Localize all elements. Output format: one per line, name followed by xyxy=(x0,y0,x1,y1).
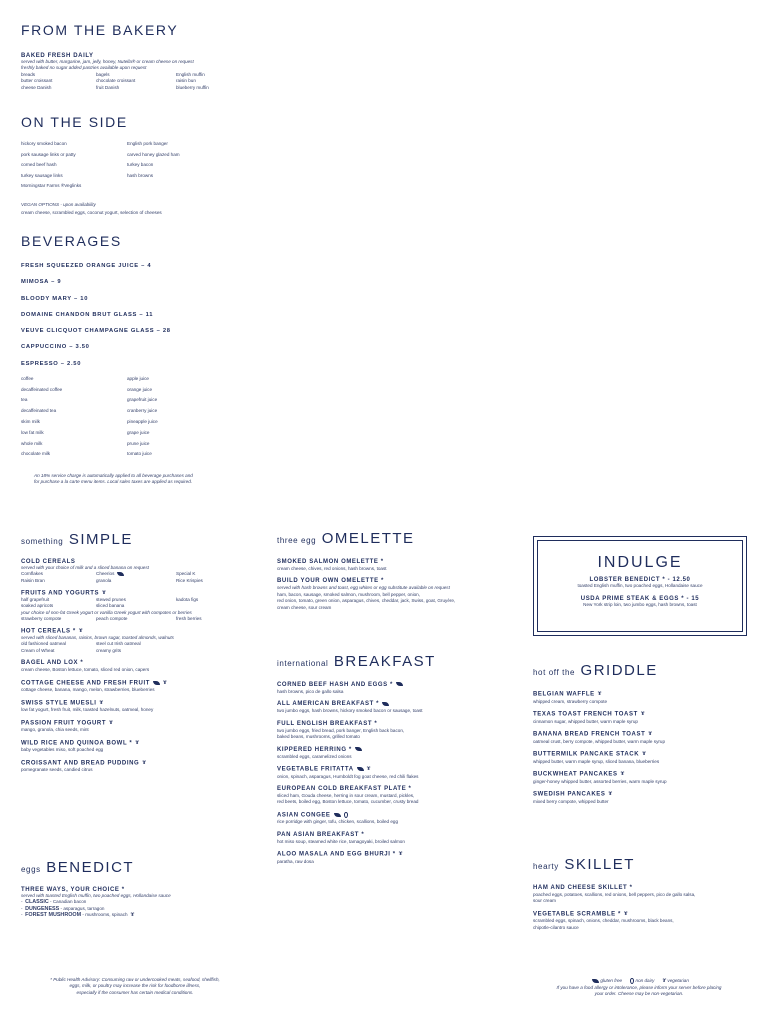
dish-desc: toasted English muffin, two poached eggs, Hollandaise sauce xyxy=(577,583,703,588)
indulge-box-inner xyxy=(537,540,743,632)
skillet-heading xyxy=(533,856,753,873)
dish-desc: New York strip loin, two jumbo eggs, hash browns, toast xyxy=(583,602,697,608)
sprout-icon: ɤ xyxy=(648,730,653,737)
list-item: decaffeinated coffee xyxy=(21,386,63,392)
list-item: Special K xyxy=(176,571,196,577)
dish-name xyxy=(533,911,753,918)
sprout-icon: ɤ xyxy=(130,912,135,919)
option-name: CLASSIC xyxy=(25,899,49,906)
bakery-desc1: served with butter, margarine, jam, jelly, honey, Nutella® or cream cheese on request xyxy=(21,59,194,64)
bakery-category: BAKED FRESH DAILY xyxy=(21,53,94,59)
dish-desc: cream cheese, chives, red onions, hash browns, toast xyxy=(277,566,387,571)
list-item: apple juice xyxy=(127,375,149,381)
menu-item xyxy=(533,711,753,725)
drink-item: DOMAINE CHANDON BRUT GLASS – 11 xyxy=(21,311,154,318)
list-item: creamy grits xyxy=(96,647,122,653)
dish-desc: onion, spinach, asparagus, Humboldt fog goat cheese, red chili flakes xyxy=(277,773,419,779)
omelette-title: OMELETTE xyxy=(321,530,415,547)
list-item: Cornflakes xyxy=(21,571,43,577)
sprout-icon: ɤ xyxy=(135,739,140,746)
list-item: English pork banger xyxy=(127,141,168,146)
drink-item: FRESH SQUEEZED ORANGE JUICE – 4 xyxy=(21,263,152,269)
sprout-icon: ɤ xyxy=(142,759,147,766)
menu-item xyxy=(277,559,517,572)
dish-name xyxy=(21,740,251,747)
griddle-pre: hot off the xyxy=(533,668,576,677)
list-item: sliced banana xyxy=(96,603,125,609)
beverage-note-line1: An 18% service charge is automatically applied to all beverage purchases and xyxy=(34,473,193,478)
dish-name: USDA PRIME STEAK & EGGS * - 15 xyxy=(580,596,700,603)
leaf-icon xyxy=(334,813,341,817)
menu-item xyxy=(277,832,517,845)
icon-legend xyxy=(530,978,748,985)
dish-desc: hash browns, pico de gallo salsa xyxy=(277,689,344,694)
list-item: English muffin xyxy=(176,71,205,77)
simple-heading xyxy=(21,531,251,548)
dish-desc: scrambled eggs, spinach, onions, cheddar, mushrooms, black beans, xyxy=(533,918,674,924)
menu-item xyxy=(277,747,517,760)
dish-desc: red beets, boiled egg, Boston lettuce, tomato, cucumber, crusty bread xyxy=(277,799,419,805)
sprout-icon: ɤ xyxy=(398,851,403,858)
bakery-items xyxy=(21,72,246,91)
griddle-title: GRIDDLE xyxy=(580,662,658,679)
list-item: kadota figs xyxy=(176,596,199,602)
dish-name: EUROPEAN COLD BREAKFAST PLATE * xyxy=(277,786,412,793)
leaf-icon xyxy=(592,979,599,983)
list-item: pork sausage links or patty xyxy=(21,151,76,157)
benedict-desc: served with toasted English muffin, two poached eggs, Hollandaise sauce xyxy=(21,893,171,898)
breakfast-title: BREAKFAST xyxy=(333,653,436,670)
advisory-line: * Public Health Advisory: Consuming raw or undercooked meats, seafood, shellfish, xyxy=(50,977,220,982)
benedict-title: BENEDICT xyxy=(46,859,135,876)
list-item: soaked apricots xyxy=(21,603,54,609)
hot-cereals xyxy=(21,628,251,654)
sprout-icon: ɤ xyxy=(640,710,646,717)
menu-item xyxy=(533,731,753,745)
simple-pre: something xyxy=(21,537,64,546)
sprout-icon: ɤ xyxy=(623,910,629,917)
sprout-icon: ɤ xyxy=(78,628,84,635)
menu-item xyxy=(533,791,753,805)
omelette-pre: three egg xyxy=(277,536,317,545)
list-item: hickory smoked bacon xyxy=(21,141,67,146)
dish-desc: served with hash browns and toast, egg whites or egg substitute available on request xyxy=(277,585,450,591)
sprout-icon: ɤ xyxy=(99,699,104,706)
list-item: skim milk xyxy=(21,418,40,424)
menu-item xyxy=(277,578,517,611)
list-item: granola xyxy=(96,577,112,583)
dish-desc: ham, bacon, sausage, smoked salmon, mushroom, bell pepper, onion, xyxy=(277,591,420,597)
bakery-section xyxy=(21,22,246,91)
dish-name: SMOKED SALMON OMELETTE * xyxy=(277,559,384,565)
griddle-section xyxy=(533,662,753,811)
menu-item xyxy=(533,691,753,705)
option-desc: - Canadian bacon xyxy=(48,899,87,905)
list-item: hash browns xyxy=(127,172,154,178)
list-item: strawberry compote xyxy=(21,616,62,622)
dish-desc: chipotle-cilantro sauce xyxy=(533,924,579,930)
dish-desc: sliced ham, Gouda cheese, herring in sour cream, mustard, pickles, xyxy=(277,793,415,799)
dish-desc: whipped butter, warm maple syrup, sliced banana, blueberries xyxy=(533,758,660,764)
list-item: turkey bacon xyxy=(127,162,154,168)
leaf-icon xyxy=(153,681,160,685)
omelette-section xyxy=(277,530,517,617)
omelette-heading xyxy=(277,530,517,547)
hot-cereals-items xyxy=(21,641,251,654)
drink-item: ESPRESSO – 2.50 xyxy=(21,360,82,367)
benedict-option: - DUNGENESS - asparagus, tarragon xyxy=(21,905,105,912)
sprout-icon: ɤ xyxy=(366,766,371,773)
bakery-desc2: freshly baked no sugar added pastries available upon request xyxy=(21,65,147,71)
list-item: tomato juice xyxy=(127,451,152,457)
dish-name: PAN ASIAN BREAKFAST * xyxy=(277,831,365,838)
sprout-icon: ɤ xyxy=(163,679,168,686)
list-item: prune juice xyxy=(127,440,150,446)
dish-desc: two jumbo eggs, fried bread, pork banger, English back bacon, xyxy=(277,727,405,733)
benedict-name: THREE WAYS, YOUR CHOICE * xyxy=(21,887,125,893)
dish-name-label: ALL AMERICAN BREAKFAST * xyxy=(277,701,380,708)
side-section xyxy=(21,114,227,217)
list-item: low fat milk xyxy=(21,429,44,435)
drink-item: MIMOSA – 9 xyxy=(21,279,62,286)
dish-name-label: SWISS STYLE MUESLI xyxy=(21,700,97,707)
menu-item xyxy=(21,720,251,734)
list-item: Morningstar Farms ®Veglinks xyxy=(21,183,82,189)
menu-item xyxy=(277,851,517,865)
beverage-items xyxy=(21,376,227,458)
menu-item xyxy=(277,721,517,741)
allergy-line: your order. Cheese may be non-vegetarian. xyxy=(594,991,684,997)
hot-cereals-title-label: HOT CEREALS * xyxy=(21,629,76,635)
dish-name xyxy=(533,751,753,758)
hot-cereals-desc: served with sliced bananas, raisins, brown sugar, toasted almonds, walnuts xyxy=(21,635,174,640)
leaf-icon xyxy=(382,702,389,706)
menu-item xyxy=(21,680,251,694)
list-item xyxy=(127,183,227,189)
benedict-option: - CLASSIC - Canadian bacon xyxy=(21,899,87,906)
dish-name xyxy=(533,731,753,738)
legend-gluten-free: gluten free xyxy=(600,978,623,984)
dish-desc: red onion, tomato, green onion, asparagus, chives, cheddar, jack, Swiss, goat, Gruyère, xyxy=(277,598,456,604)
list-item: peach compote xyxy=(96,616,128,622)
list-item: corned beef hash xyxy=(21,162,57,168)
list-item: Cream of Wheat xyxy=(21,647,55,653)
option-desc: - asparagus, tarragon xyxy=(59,905,105,911)
list-item: grape juice xyxy=(127,429,150,435)
option-name: DUNGENESS xyxy=(25,905,60,912)
dish-name: LOBSTER BENEDICT * - 12.50 xyxy=(589,577,691,583)
dish-name-label: WILD RICE AND QUINOA BOWL * xyxy=(21,740,133,747)
sprout-icon: ɤ xyxy=(642,750,647,757)
dish-name-label: SWEDISH PANCAKES xyxy=(533,791,606,798)
menu-item xyxy=(533,751,753,765)
dish-desc: paratha, raw dosa xyxy=(277,858,314,864)
list-item: turkey sausage links xyxy=(21,172,63,178)
list-item: steel cut Irish oatmeal xyxy=(96,641,141,647)
dish-desc: low fat yogurt, fresh fruit, milk, toasted hazelnuts, oatmeal, honey xyxy=(21,707,154,713)
legend-vegetarian: vegetarian xyxy=(667,978,689,984)
indulge-box xyxy=(533,536,747,636)
list-item: bagels xyxy=(96,71,110,77)
list-item: cheese Danish xyxy=(21,84,52,90)
menu-item xyxy=(21,700,251,714)
dish-desc: pomegranate seeds, candied citrus xyxy=(21,767,93,773)
menu-item xyxy=(533,911,753,931)
drink-item: BLOODY MARY – 10 xyxy=(21,295,89,302)
dish-name-label: COTTAGE CHEESE AND FRESH FRUIT xyxy=(21,680,151,687)
leaf-icon xyxy=(117,572,124,576)
fruits-compotes xyxy=(21,616,251,622)
fruits-title-label: FRUITS AND YOGURTS xyxy=(21,590,100,597)
dish-desc: oatmeal crust, berry compote, whipped butter, warm maple syrup xyxy=(533,738,666,744)
drinks-list xyxy=(21,263,227,367)
advisory-line: eggs, milk, or poultry may increase the risk for foodborne illness, xyxy=(69,983,201,989)
dish-name: BUILD YOUR OWN OMELETTE * xyxy=(277,578,384,585)
list-item: raisin bun xyxy=(176,78,196,84)
dish-name-label: CORNED BEEF HASH AND EGGS * xyxy=(277,682,393,688)
indulge-content xyxy=(538,554,742,609)
dish-name xyxy=(533,771,753,778)
benedict-section xyxy=(21,859,251,919)
dish-name xyxy=(533,711,753,718)
list-item: butter croissant xyxy=(21,78,53,84)
skillet-section xyxy=(533,856,753,937)
menu-item xyxy=(21,760,251,774)
dish-name xyxy=(21,680,251,687)
drop-icon xyxy=(630,978,634,984)
option-name: FOREST MUSHROOM xyxy=(25,912,82,919)
list-item: orange juice xyxy=(127,386,153,392)
dish-name-label: BUTTERMILK PANCAKE STACK xyxy=(533,751,640,758)
list-item: whole milk xyxy=(21,440,43,446)
breakfast-pre: international xyxy=(277,659,329,668)
indulge-title: INDULGE xyxy=(597,554,683,571)
fruits-desc: your choice of non-fat Greek yogurt or vanilla Greek yogurt with compotes or berries xyxy=(21,609,192,615)
list-item: Raisin Bran xyxy=(21,577,45,583)
list-item: fruit Danish xyxy=(96,84,120,90)
advisory-line: especially if the consumer has certain medical conditions. xyxy=(76,989,194,995)
beverage-note xyxy=(34,473,193,486)
dish-name xyxy=(277,812,517,819)
dish-name xyxy=(533,791,753,798)
dish-name-label: ALOO MASALA AND EGG BHURJI * xyxy=(277,851,396,858)
dish-desc: poached eggs, potatoes, scallions, red onions, bell peppers, pico de gallo salsa, xyxy=(533,892,696,897)
benedict-option: - FOREST MUSHROOM - mushrooms, spinach ɤ xyxy=(21,912,135,919)
drink-item: CAPPUCCINO – 3.50 xyxy=(21,344,90,351)
dish-name xyxy=(21,760,251,767)
list-item: stewed prunes xyxy=(96,596,126,602)
hot-cereals-title xyxy=(21,628,251,635)
vegan-title: VEGAN OPTIONS xyxy=(21,201,60,207)
dish-desc: mixed berry compote, whipped butter xyxy=(533,798,609,804)
sprout-icon: ɤ xyxy=(597,691,602,697)
list-item: fresh berries xyxy=(176,616,202,622)
list-item: decaffeinated tea xyxy=(21,408,57,414)
option-desc: - mushrooms, spinach xyxy=(81,912,128,918)
list-item: old fashioned oatmeal xyxy=(21,641,66,647)
list-item xyxy=(176,603,246,609)
list-item: pineapple juice xyxy=(127,418,158,424)
dish-desc: baked beans, mushrooms, grilled tomato xyxy=(277,734,360,740)
dish-name xyxy=(277,682,517,688)
simple-title: SIMPLE xyxy=(68,531,133,548)
dish-name-label: VEGETABLE FRITATTA xyxy=(277,766,354,773)
list-item: blueberry muffin xyxy=(176,84,209,90)
menu-item xyxy=(21,660,251,673)
list-item: tea xyxy=(21,397,28,403)
dish-name-label: BANANA BREAD FRENCH TOAST xyxy=(533,731,646,738)
menu-item xyxy=(277,812,517,826)
dish-desc: two jumbo eggs, hash browns, hickory smoked bacon or sausage, toast xyxy=(277,708,423,714)
list-item: carved honey glazed ham xyxy=(127,151,180,157)
list-item: coffee xyxy=(21,375,34,381)
beverage-note-line2: for purchase a la carte menu items. Local sales taxes are applied as required. xyxy=(34,479,193,485)
beverages-section xyxy=(21,233,227,458)
dish-name: BAGEL AND LOX * xyxy=(21,660,84,667)
sprout-icon: ɤ xyxy=(102,590,107,597)
menu-item xyxy=(277,682,517,695)
griddle-heading xyxy=(533,662,753,679)
beverages-title: BEVERAGES xyxy=(21,233,122,249)
drop-icon xyxy=(344,812,348,818)
dish-desc: mango, granola, chia seeds, mint xyxy=(21,727,89,733)
dish-desc: rice porridge with ginger, tofu, chicken, scallions, boiled egg xyxy=(277,819,399,825)
allergy-line: If you have a food allergy or intolerance, please inform your server before placing xyxy=(556,984,722,990)
simple-section xyxy=(21,531,251,780)
legend-non-dairy: non dairy xyxy=(635,978,655,984)
dish-name xyxy=(21,720,251,727)
vegan-note: - upon availability xyxy=(59,201,96,207)
dish-name xyxy=(277,701,517,707)
dish-desc: hot miso soup, steamed white rice, tamagoyaki, broiled salmon xyxy=(277,838,405,844)
dish-name xyxy=(277,851,517,858)
cold-cereals xyxy=(21,559,251,584)
dish-name-label: PASSION FRUIT YOGURT xyxy=(21,720,107,727)
breakfast-section xyxy=(277,653,517,871)
dish-desc: scrambled eggs, caramelized onions xyxy=(277,753,352,759)
list-item: breads xyxy=(21,71,36,77)
list-item: Rice Krispies xyxy=(176,577,203,583)
vegan-desc: cream cheese, scrambled eggs, coconut yogurt, selection of cheeses xyxy=(21,210,162,216)
benedict-heading xyxy=(21,859,251,876)
sprout-icon: ɤ xyxy=(662,978,667,984)
allergy-footer xyxy=(530,978,748,997)
dish-desc: sour cream xyxy=(533,898,556,904)
menu-item xyxy=(533,885,753,905)
list-item: half grapefruit xyxy=(21,596,50,602)
list-item: grapefruit juice xyxy=(127,397,158,403)
dish-name: FULL ENGLISH BREAKFAST * xyxy=(277,720,378,727)
health-advisory xyxy=(20,977,250,996)
fruits-title xyxy=(21,590,251,597)
skillet-title: SKILLET xyxy=(564,856,635,873)
dish-name-label: ASIAN CONGEE xyxy=(277,812,331,819)
dish-desc: cottage cheese, banana, mango, melon, strawberries, blueberries xyxy=(21,687,155,693)
menu-item xyxy=(533,771,753,785)
bakery-title: FROM THE BAKERY xyxy=(21,22,179,38)
side-title: ON THE SIDE xyxy=(21,114,128,130)
menu-item xyxy=(21,740,251,754)
cold-cereals-desc: served with your choice of milk and a sliced banana on request xyxy=(21,565,149,570)
breakfast-heading xyxy=(277,653,517,670)
dish-desc: cream cheese, Boston lettuce, tomato, sliced red onion, capers xyxy=(21,667,150,673)
vegan-options xyxy=(21,202,227,208)
menu-item xyxy=(277,786,517,806)
dish-desc: whipped cream, strawberry compote xyxy=(533,698,608,704)
dish-name-label: VEGETABLE SCRAMBLE * xyxy=(533,911,621,918)
dish-desc: ginger-honey whipped butter, assorted berries, warm maple syrup xyxy=(533,778,667,784)
dish-name xyxy=(277,766,517,773)
list-item: chocolate croissant xyxy=(96,78,136,84)
sprout-icon: ɤ xyxy=(608,790,613,797)
fruits-yogurts xyxy=(21,590,251,622)
leaf-icon xyxy=(357,767,364,771)
list-item-label: Cheerios xyxy=(96,571,115,577)
menu-item xyxy=(277,701,517,714)
drink-item: VEUVE CLICQUOT CHAMPAGNE GLASS – 28 xyxy=(21,328,171,335)
dish-desc: cinnamon sugar, whipped butter, warm maple syrup xyxy=(533,718,638,724)
dish-name xyxy=(21,700,251,707)
dish-name xyxy=(277,747,517,753)
sprout-icon: ɤ xyxy=(620,770,625,777)
dish-name xyxy=(533,691,753,698)
list-item: cranberry juice xyxy=(127,408,158,414)
dish-name: HAM AND CHEESE SKILLET * xyxy=(533,885,633,891)
benedict-pre: eggs xyxy=(21,865,41,874)
leaf-icon xyxy=(396,682,403,686)
fruits-items xyxy=(21,597,251,610)
leaf-icon xyxy=(355,747,362,751)
dish-name-label: KIPPERED HERRING * xyxy=(277,746,352,753)
skillet-pre: hearty xyxy=(533,862,559,871)
cold-cereals-items xyxy=(21,571,251,584)
dish-name-label: BELGIAN WAFFLE xyxy=(533,691,595,698)
dish-name-label: CROISSANT AND BREAD PUDDING xyxy=(21,760,140,767)
menu-item xyxy=(277,766,517,780)
cold-cereals-title: COLD CEREALS xyxy=(21,559,76,565)
list-item xyxy=(176,648,246,654)
list-item: chocolate milk xyxy=(21,451,51,457)
dish-name-label: BUCKWHEAT PANCAKES xyxy=(533,771,618,778)
dish-desc: baby vegetables miso, soft poached egg xyxy=(21,747,104,753)
dish-desc: cream cheese, sour cream xyxy=(277,604,332,610)
dish-name-label: TEXAS TOAST FRENCH TOAST xyxy=(533,711,638,718)
side-items xyxy=(21,141,227,190)
sprout-icon: ɤ xyxy=(109,719,114,726)
